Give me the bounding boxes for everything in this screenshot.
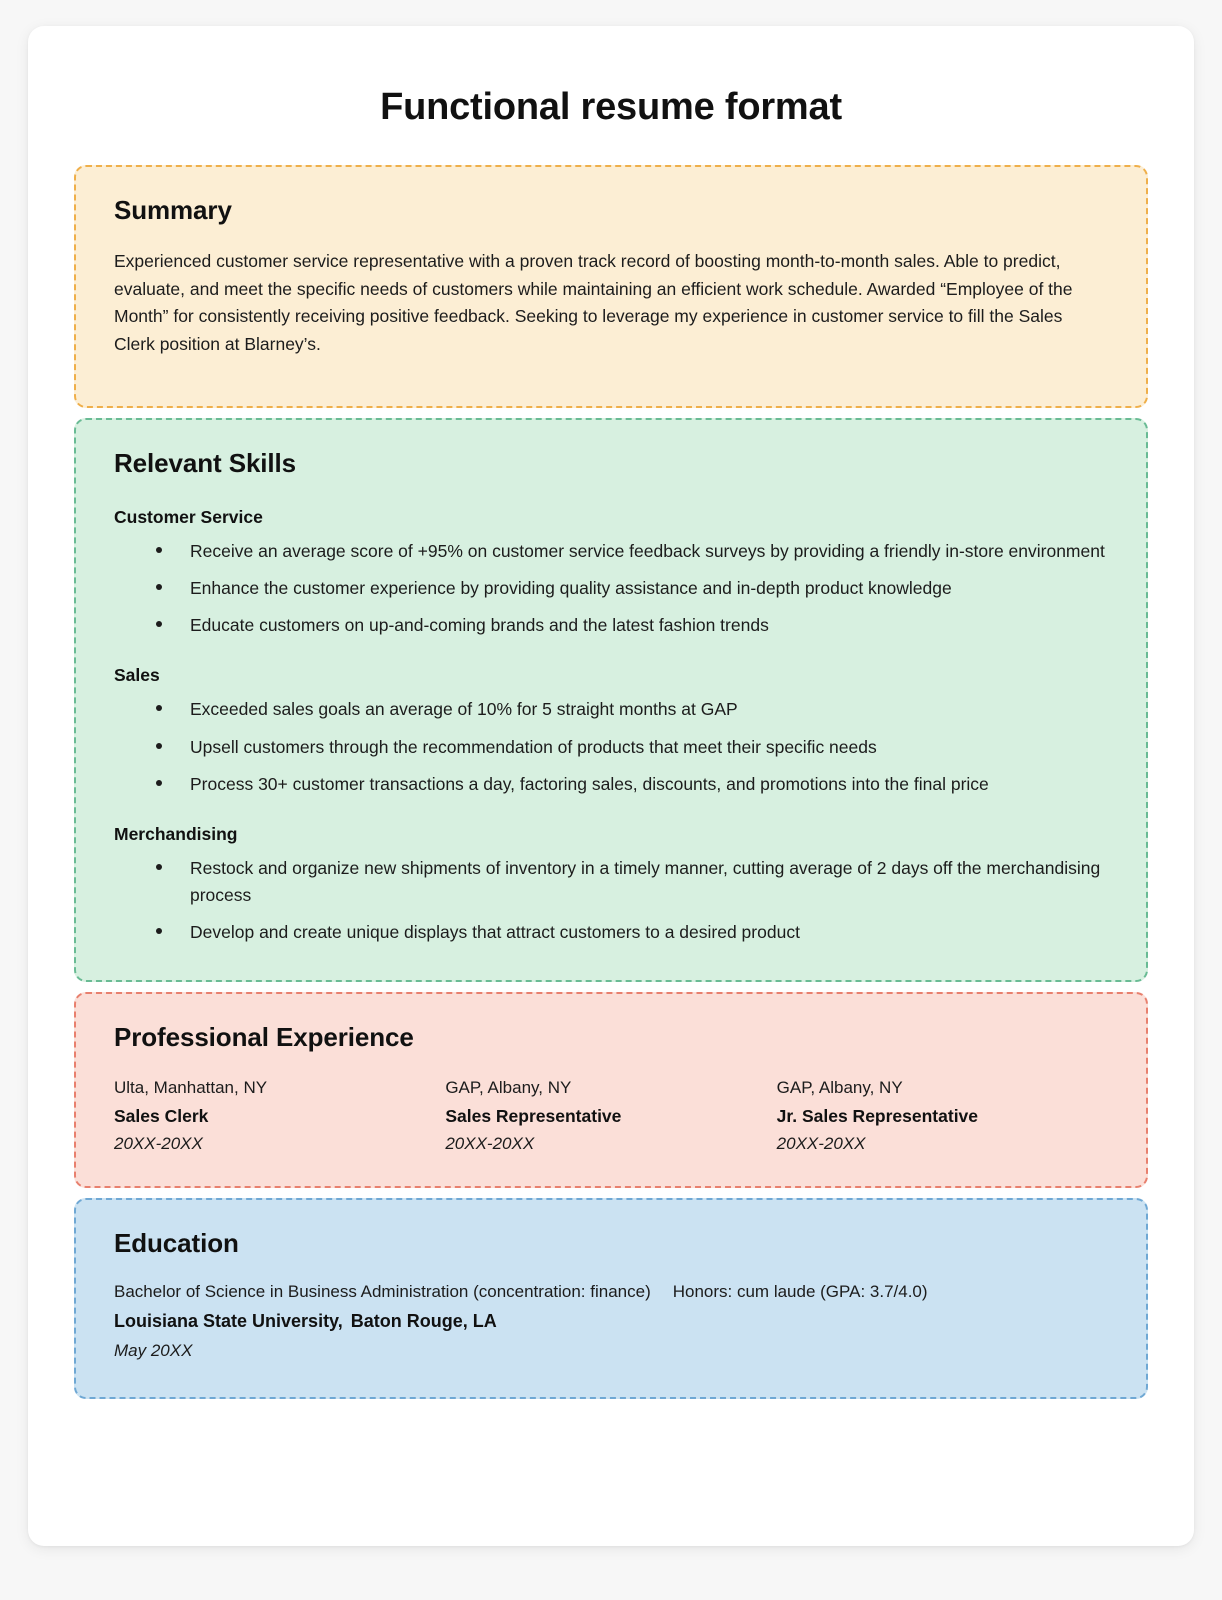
- experience-role: Sales Clerk: [114, 1105, 209, 1126]
- experience-dates: 20XX-20XX: [114, 1133, 203, 1153]
- page-title: Functional resume format: [380, 86, 842, 128]
- section-relevant-skills: [74, 418, 1148, 982]
- education-degree-line: [114, 1279, 1108, 1305]
- experience-role: Sales Representative: [445, 1105, 622, 1126]
- experience-company: GAP, Albany, NY: [776, 1078, 903, 1098]
- experience-dates: 20XX-20XX: [776, 1133, 866, 1153]
- education-degree: Bachelor of Science in Business Administration (concentration: finance): [114, 1282, 651, 1302]
- education-school: Louisiana State University,: [114, 1310, 343, 1331]
- skills-heading: Relevant Skills: [114, 448, 297, 479]
- skill-group-sales: [114, 665, 1108, 797]
- education-school-line: [114, 1308, 1108, 1335]
- experience-entry: [445, 1075, 776, 1156]
- education-location: Baton Rouge, LA: [350, 1310, 497, 1331]
- list-item: Exceeded sales goals an average of 10% for 5 straight months at GAP: [114, 696, 1108, 723]
- education-date: May 20XX: [114, 1340, 193, 1360]
- skill-group-customer-service: [114, 507, 1108, 639]
- skill-group-merchandising: [114, 824, 1108, 946]
- skill-bullet-list: [114, 696, 1108, 797]
- section-summary: [74, 165, 1148, 408]
- section-education: [74, 1198, 1148, 1399]
- skill-group-heading: Sales: [114, 665, 160, 686]
- skill-group-heading: Merchandising: [114, 823, 238, 844]
- summary-body: Experienced customer service representative with a proven track record of boosting month-to-month sales. Able to predict, evaluate, and meet the specific needs of customers while maintaining an efficient work schedule. Awarded “Employee of the Month” for consistently receiving positive feedback. Seeking to leverage my experience in customer service to fill the Sales Clerk position at Blarney’s.: [114, 251, 1073, 354]
- experience-columns: [114, 1075, 1108, 1156]
- experience-entry: [777, 1075, 1108, 1156]
- section-professional-experience: [74, 992, 1148, 1188]
- skill-bullet-list: [114, 538, 1108, 639]
- list-item: Educate customers on up-and-coming brands and the latest fashion trends: [114, 612, 1108, 639]
- experience-company: Ulta, Manhattan, NY: [114, 1078, 268, 1098]
- skill-bullet-list: [114, 855, 1108, 946]
- experience-entry: [114, 1075, 445, 1156]
- resume-page: [28, 26, 1194, 1546]
- experience-role: Jr. Sales Representative: [776, 1105, 979, 1126]
- list-item: Enhance the customer experience by providing quality assistance and in-depth product knowledge: [114, 575, 1108, 602]
- summary-heading: Summary: [114, 195, 232, 225]
- list-item: Upsell customers through the recommendation of products that meet their specific needs: [114, 734, 1108, 761]
- list-item: Restock and organize new shipments of inventory in a timely manner, cutting average of 2 days off the merchandising process: [114, 855, 1108, 909]
- skill-group-heading: Customer Service: [114, 507, 263, 528]
- list-item: Process 30+ customer transactions a day, factoring sales, discounts, and promotions into the final price: [114, 771, 1108, 798]
- list-item: Develop and create unique displays that attract customers to a desired product: [114, 919, 1108, 946]
- education-heading: Education: [114, 1228, 239, 1259]
- experience-heading: Professional Experience: [114, 1022, 414, 1053]
- list-item: Receive an average score of +95% on customer service feedback surveys by providing a friendly in-store environment: [114, 538, 1108, 565]
- resume-sections: [28, 165, 1194, 1399]
- experience-dates: 20XX-20XX: [445, 1133, 535, 1153]
- experience-company: GAP, Albany, NY: [445, 1078, 572, 1098]
- education-honors: Honors: cum laude (GPA: 3.7/4.0): [672, 1282, 928, 1302]
